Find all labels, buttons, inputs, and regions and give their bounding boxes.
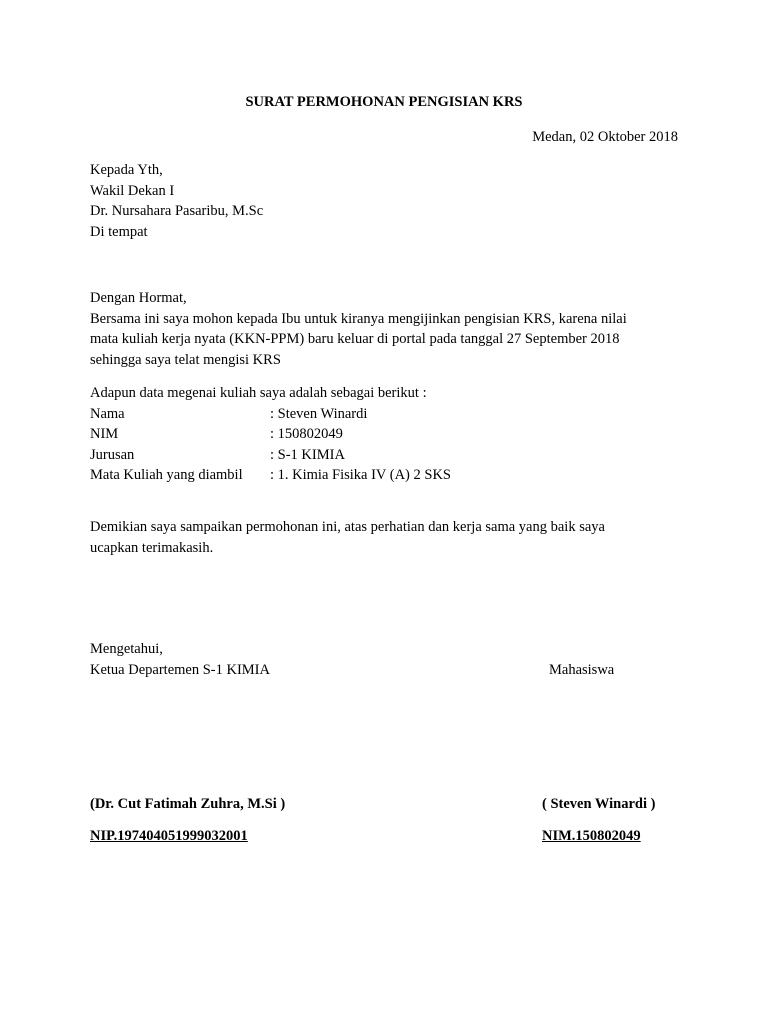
body-line: sehingga saya telat mengisi KRS	[90, 351, 281, 368]
right-signer-id: NIM.150802049	[542, 828, 641, 844]
data-value: : S-1 KIMIA	[270, 446, 345, 463]
acknowledge-label: Mengetahui,	[90, 641, 163, 657]
body-block	[90, 288, 627, 370]
data-value: : Steven Winardi	[270, 405, 368, 422]
left-signer-id: NIP.197404051999032001	[90, 828, 248, 844]
data-row-mata-kuliah	[90, 465, 451, 486]
right-signer-role: Mahasiswa	[549, 662, 615, 678]
recipient-line: Wakil Dekan I	[90, 182, 175, 199]
letter-date: Medan, 02 Oktober 2018	[532, 129, 678, 145]
data-value: : 150802049	[270, 426, 343, 442]
data-block	[90, 383, 451, 486]
recipient-line: Di tempat	[90, 223, 148, 240]
data-row-nama	[90, 404, 451, 425]
greeting: Dengan Hormat,	[90, 290, 187, 306]
data-label: Jurusan	[90, 446, 135, 463]
closing-block	[90, 517, 605, 558]
closing-line: ucapkan terimakasih.	[90, 539, 214, 556]
closing-line: Demikian saya sampaikan permohonan ini, atas perhatian dan kerja sama yang baik saya	[90, 519, 605, 535]
left-signer-role: Ketua Departemen S-1 KIMIA	[90, 662, 270, 678]
data-row-nim	[90, 424, 451, 445]
data-value: : 1. Kimia Fisika IV (A) 2 SKS	[270, 467, 451, 483]
letter-title: SURAT PERMOHONAN PENGISIAN KRS	[245, 94, 523, 110]
recipient-block	[90, 160, 263, 242]
data-intro: Adapun data megenai kuliah saya adalah sebagai berikut :	[90, 385, 427, 401]
data-row-jurusan	[90, 445, 451, 466]
body-line: Bersama ini saya mohon kepada Ibu untuk kiranya mengijinkan pengisian KRS, karena nilai	[90, 310, 627, 327]
data-label: NIM	[90, 426, 119, 442]
recipient-line: Dr. Nursahara Pasaribu, M.Sc	[90, 203, 264, 219]
data-label: Mata Kuliah yang diambil	[90, 467, 243, 483]
data-label: Nama	[90, 405, 125, 422]
right-signer-name: ( Steven Winardi )	[542, 796, 656, 812]
left-signer-name: (Dr. Cut Fatimah Zuhra, M.Si )	[90, 796, 286, 812]
body-line: mata kuliah kerja nyata (KKN-PPM) baru keluar di portal pada tanggal 27 September 2018	[90, 331, 620, 347]
recipient-line: Kepada Yth,	[90, 162, 163, 178]
